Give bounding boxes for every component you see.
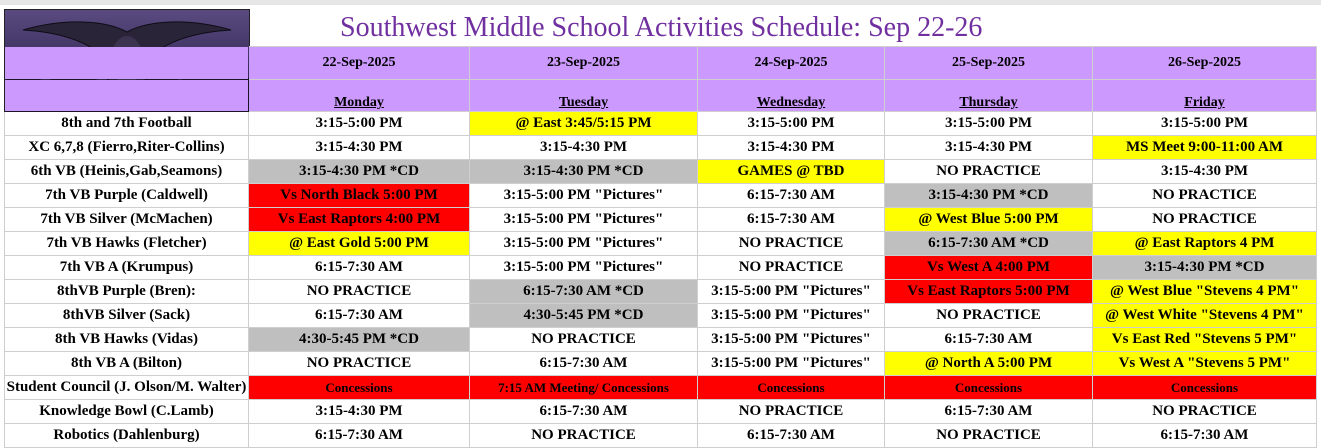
schedule-cell: 3:15-4:30 PM [249,136,470,160]
table-row [5,184,1317,208]
schedule-cell: Concessions [698,376,885,400]
schedule-cell: NO PRACTICE [1093,400,1317,424]
schedule-cell: NO PRACTICE [698,232,885,256]
day-header: Monday [249,80,470,112]
activity-label: 7th VB Silver (McMachen) [5,208,249,232]
schedule-cell: 7:15 AM Meeting/ Concessions [470,376,698,400]
date-header-row [5,47,1317,80]
schedule-cell: 6:15-7:30 AM [470,400,698,424]
activity-label: Knowledge Bowl (C.Lamb) [5,400,249,424]
header-spacer [5,47,249,80]
table-row [5,304,1317,328]
schedule-cell: 6:15-7:30 AM [698,208,885,232]
schedule-cell: NO PRACTICE [1093,184,1317,208]
activity-label: 8th VB A (Bilton) [5,352,249,376]
activity-label: 8th VB Hawks (Vidas) [5,328,249,352]
day-header: Wednesday [698,80,885,112]
header-spacer [5,80,249,112]
schedule-cell: NO PRACTICE [698,256,885,280]
schedule-cell: Vs West A 4:00 PM [885,256,1093,280]
activity-label: 7th VB Hawks (Fletcher) [5,232,249,256]
activity-label: 8thVB Silver (Sack) [5,304,249,328]
activity-label: 7th VB Purple (Caldwell) [5,184,249,208]
date-header: 26-Sep-2025 [1093,47,1317,80]
schedule-cell: 3:15-5:00 PM "Pictures" [698,328,885,352]
schedule-cell: 3:15-5:00 PM "Pictures" [698,280,885,304]
schedule-cell: 6:15-7:30 AM [249,424,470,448]
activity-label: 6th VB (Heinis,Gab,Seamons) [5,160,249,184]
schedule-cell: 6:15-7:30 AM [470,352,698,376]
schedule-cell: MS Meet 9:00-11:00 AM [1093,136,1317,160]
schedule-cell: 3:15-5:00 PM [698,112,885,136]
date-header: 23-Sep-2025 [470,47,698,80]
table-row [5,400,1317,424]
date-header: 22-Sep-2025 [249,47,470,80]
page-title: Southwest Middle School Activities Schedule: Sep 22-26 [340,12,983,43]
schedule-table [4,46,1317,448]
schedule-cell: NO PRACTICE [249,352,470,376]
schedule-cell: @ East Gold 5:00 PM [249,232,470,256]
schedule-cell: 3:15-5:00 PM "Pictures" [470,208,698,232]
schedule-cell: 6:15-7:30 AM *CD [885,232,1093,256]
table-row [5,280,1317,304]
table-row [5,208,1317,232]
schedule-cell: Vs East Raptors 4:00 PM [249,208,470,232]
schedule-cell: NO PRACTICE [885,304,1093,328]
schedule-cell: 6:15-7:30 AM *CD [470,280,698,304]
schedule-cell: 6:15-7:30 AM [698,184,885,208]
schedule-cell: 3:15-4:30 PM *CD [249,160,470,184]
schedule-cell: 3:15-5:00 PM [885,112,1093,136]
schedule-cell: 4:30-5:45 PM *CD [470,304,698,328]
schedule-cell: 4:30-5:45 PM *CD [249,328,470,352]
schedule-cell: @ West Blue 5:00 PM [885,208,1093,232]
day-header: Thursday [885,80,1093,112]
table-row [5,136,1317,160]
schedule-cell: NO PRACTICE [1093,208,1317,232]
schedule-cell: 3:15-4:30 PM [698,136,885,160]
activity-label: 7th VB A (Krumpus) [5,256,249,280]
schedule-cell: 3:15-4:30 PM [470,136,698,160]
activity-label: 8th and 7th Football [5,112,249,136]
activity-label: 8thVB Purple (Bren): [5,280,249,304]
day-header: Friday [1093,80,1317,112]
schedule-cell: Concessions [885,376,1093,400]
schedule-cell: @ West White "Stevens 4 PM" [1093,304,1317,328]
schedule-cell: Vs East Raptors 5:00 PM [885,280,1093,304]
table-row [5,232,1317,256]
schedule-cell: @ North A 5:00 PM [885,352,1093,376]
schedule-cell: 3:15-5:00 PM "Pictures" [470,256,698,280]
schedule-cell: GAMES @ TBD [698,160,885,184]
schedule-cell: 3:15-5:00 PM "Pictures" [698,304,885,328]
schedule-cell: 6:15-7:30 AM [249,256,470,280]
top-strip [0,0,1321,5]
schedule-cell: 3:15-5:00 PM "Pictures" [698,352,885,376]
schedule-cell: @ West Blue "Stevens 4 PM" [1093,280,1317,304]
schedule-cell: 6:15-7:30 AM [1093,424,1317,448]
schedule-cell: NO PRACTICE [249,280,470,304]
schedule-cell: NO PRACTICE [470,424,698,448]
schedule-cell: NO PRACTICE [470,328,698,352]
schedule-cell: 3:15-4:30 PM [249,400,470,424]
schedule-cell: 3:15-4:30 PM *CD [885,184,1093,208]
schedule-cell: @ East 3:45/5:15 PM [470,112,698,136]
activity-label: XC 6,7,8 (Fierro,Riter-Collins) [5,136,249,160]
schedule-cell: Vs North Black 5:00 PM [249,184,470,208]
schedule-cell: 6:15-7:30 AM [698,424,885,448]
activity-label: Robotics (Dahlenburg) [5,424,249,448]
schedule-cell: Vs West A "Stevens 5 PM" [1093,352,1317,376]
date-header: 25-Sep-2025 [885,47,1093,80]
schedule-cell: 6:15-7:30 AM [249,304,470,328]
schedule-cell: Concessions [1093,376,1317,400]
schedule-cell: 3:15-5:00 PM [249,112,470,136]
schedule-cell: 3:15-5:00 PM "Pictures" [470,232,698,256]
schedule-cell: 3:15-4:30 PM *CD [470,160,698,184]
schedule-cell: @ East Raptors 4 PM [1093,232,1317,256]
date-header: 24-Sep-2025 [698,47,885,80]
table-row [5,160,1317,184]
schedule-cell: 6:15-7:30 AM [885,328,1093,352]
schedule-cell: 6:15-7:30 AM [885,400,1093,424]
table-row [5,112,1317,136]
table-row [5,352,1317,376]
schedule-cell: 3:15-4:30 PM *CD [1093,256,1317,280]
day-header: Tuesday [470,80,698,112]
table-row [5,328,1317,352]
schedule-cell: 3:15-5:00 PM "Pictures" [470,184,698,208]
schedule-cell: Concessions [249,376,470,400]
day-header-row [5,80,1317,112]
schedule-cell: NO PRACTICE [885,424,1093,448]
schedule-cell: 3:15-4:30 PM [885,136,1093,160]
schedule-cell: NO PRACTICE [885,160,1093,184]
activity-label: Student Council (J. Olson/M. Walter) [5,376,249,400]
table-row [5,256,1317,280]
table-row [5,376,1317,400]
schedule-cell: NO PRACTICE [698,400,885,424]
schedule-cell: 3:15-5:00 PM [1093,112,1317,136]
schedule-cell: Vs East Red "Stevens 5 PM" [1093,328,1317,352]
schedule-cell: 3:15-4:30 PM [1093,160,1317,184]
